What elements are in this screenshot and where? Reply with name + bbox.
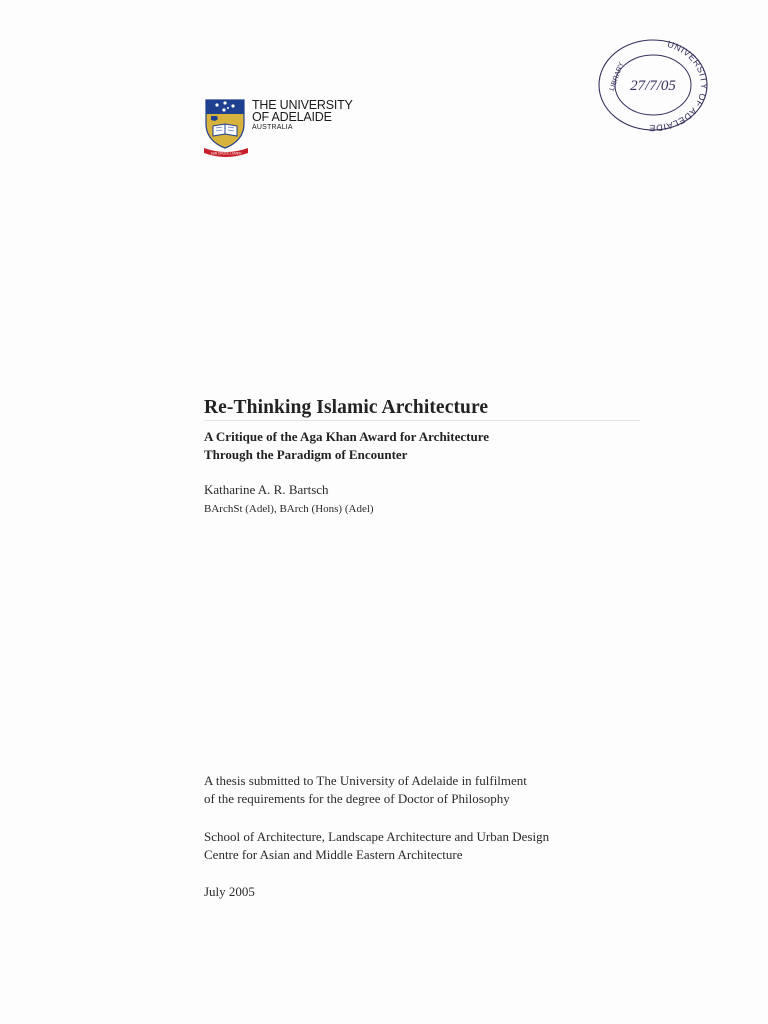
- motto-ribbon-text: SUB CRUCE LUMEN: [210, 151, 242, 156]
- library-stamp: [597, 38, 709, 132]
- university-name: [252, 99, 353, 132]
- stamp-ring-text: UNIVERSITY OF ADELAIDE: [648, 38, 709, 132]
- university-country: AUSTRALIA: [252, 124, 293, 131]
- school-line1: School of Architecture, Landscape Architecture and Urban Design: [204, 829, 550, 844]
- stamp-library-text: LIBRARY: [608, 61, 626, 92]
- author-degrees: BArchSt (Adel), BArch (Hons) (Adel): [204, 503, 374, 515]
- title-divider: [204, 420, 640, 421]
- stamp-date: 27/7/05: [630, 78, 676, 94]
- school-affiliation: [204, 828, 549, 864]
- submission-statement: [204, 772, 527, 808]
- submission-line2: of the requirements for the degree of Doctor of Philosophy: [204, 791, 510, 806]
- university-name-line2: OF ADELAIDE: [252, 110, 332, 124]
- university-name-line1: THE UNIVERSITY: [252, 98, 353, 112]
- submission-date: July 2005: [204, 884, 255, 899]
- university-logo: [203, 98, 353, 162]
- thesis-subtitle: [204, 428, 489, 464]
- submission-line1: A thesis submitted to The University of Adelaide in fulfilment: [204, 773, 527, 788]
- school-line2: Centre for Asian and Middle Eastern Architecture: [204, 847, 463, 862]
- author-name: Katharine A. R. Bartsch: [204, 482, 329, 497]
- subtitle-line2: Through the Paradigm of Encounter: [204, 447, 408, 462]
- subtitle-line1: A Critique of the Aga Khan Award for Architecture: [204, 429, 490, 444]
- thesis-title: Re-Thinking Islamic Architecture: [204, 397, 489, 418]
- university-crest-icon: [203, 98, 249, 158]
